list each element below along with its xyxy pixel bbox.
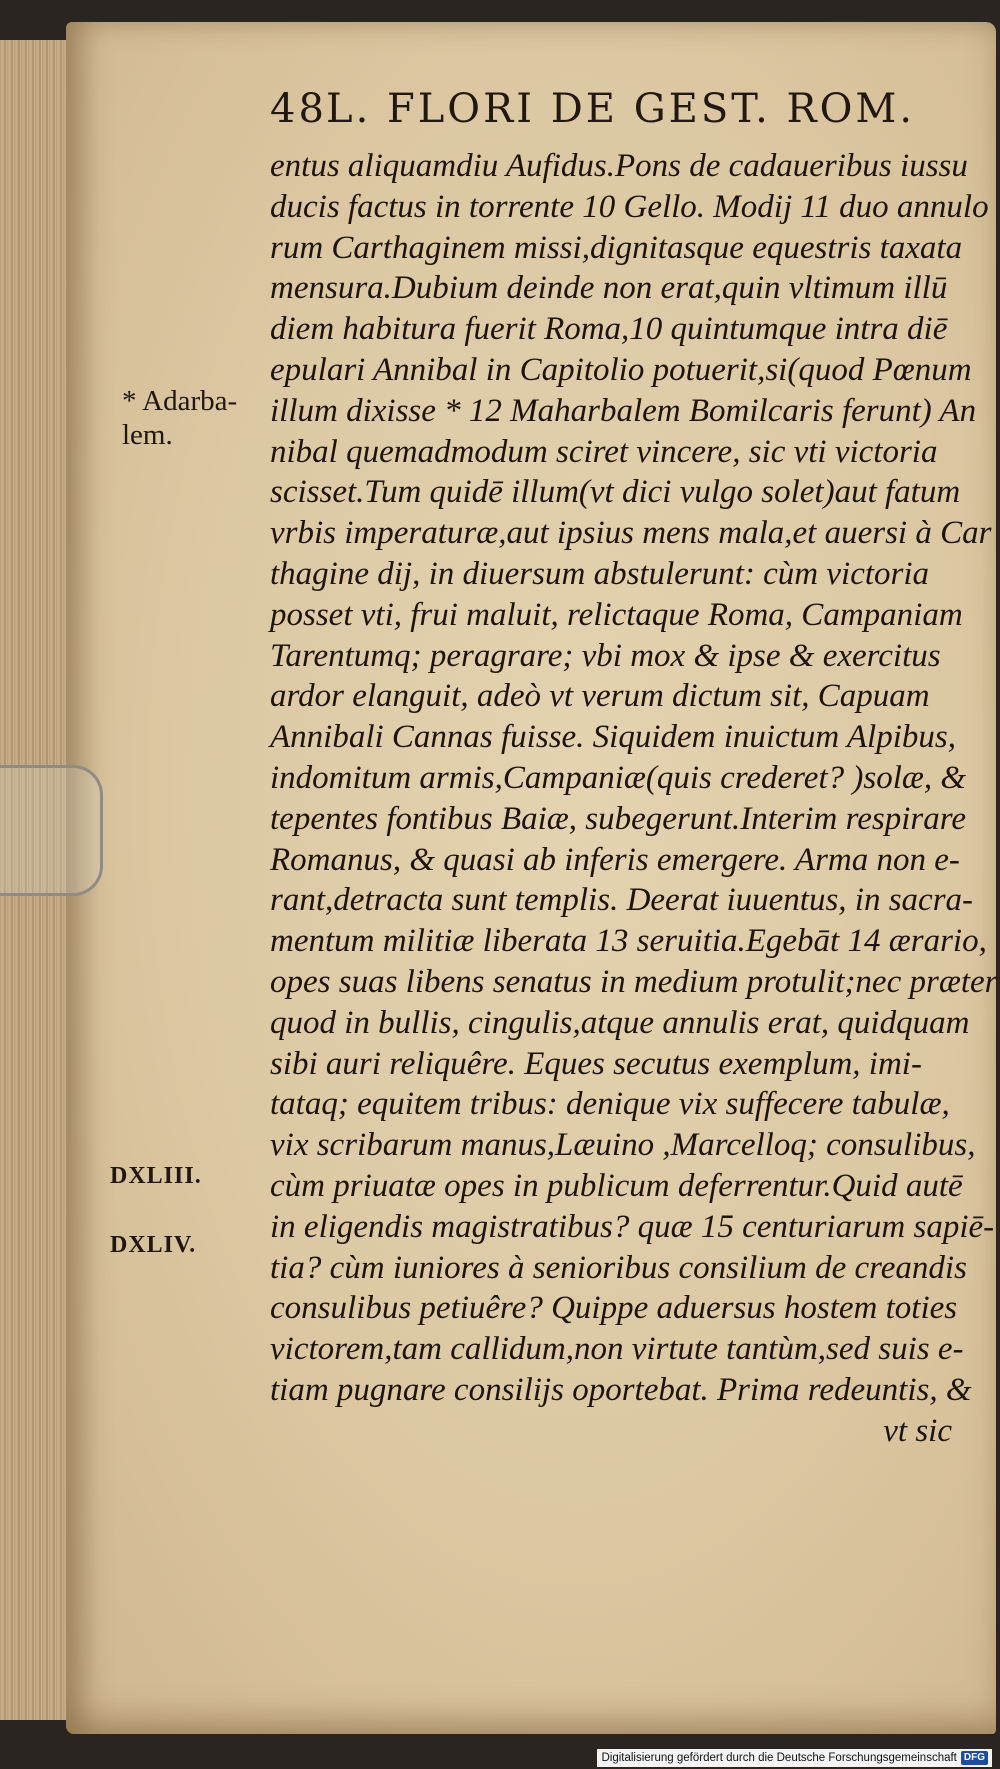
text-line: nibal quemadmodum sciret vincere, sic vti victoria bbox=[270, 433, 938, 470]
text-line: quod in bullis, cingulis,atque annulis erat, quidquam bbox=[270, 1004, 970, 1041]
text-line: diem habitura fuerit Roma,10 quintumque intra diē bbox=[270, 311, 948, 348]
text-line: ducis factus in torrente 10 Gello. Modij 11 duo annulo bbox=[270, 188, 989, 225]
page-clip bbox=[0, 765, 103, 896]
text-line: mentum militiæ liberata 13 seruitia.Egebāt 14 ærario, bbox=[270, 923, 987, 960]
text-line: scisset.Tum quidē illum(vt dici vulgo solet)aut fatum bbox=[270, 474, 961, 511]
text-line: ardor elanguit, adeò vt verum dictum sit, Capuam bbox=[270, 678, 930, 715]
text-line: rum Carthaginem missi,dignitasque equestris taxata bbox=[270, 229, 963, 266]
running-head bbox=[270, 86, 916, 136]
margin-note-line: lem. bbox=[122, 419, 173, 451]
margin-note-adarbal bbox=[122, 384, 262, 452]
text-line: mensura.Dubium deinde non erat,quin vltimum illū bbox=[270, 270, 948, 307]
digitization-footer bbox=[597, 1749, 992, 1767]
text-line: consulibus petiuêre? Quippe aduersus hostem toties bbox=[270, 1290, 958, 1327]
text-line: tepentes fontibus Baiæ, subegerunt.Interim respirare bbox=[270, 800, 966, 837]
running-head-title: L. FLORI DE GEST. ROM. bbox=[326, 86, 916, 132]
body-text bbox=[270, 146, 998, 1452]
text-line: cùm priuatæ opes in publicum deferrentur.Quid autē bbox=[270, 1167, 963, 1204]
footer-text: Digitalisierung gefördert durch die Deutsche Forschungsgemeinschaft bbox=[601, 1752, 957, 1764]
text-line: vix scribarum manus,Læuino ,Marcelloq; consulibus, bbox=[270, 1127, 976, 1164]
text-line: posset vti, frui maluit, relictaque Roma, Campaniam bbox=[270, 596, 963, 633]
text-line: tiam pugnare consilijs oportebat. Prima redeuntis, & bbox=[270, 1371, 972, 1408]
text-line: indomitum armis,Campaniæ(quis crederet? )solæ, & bbox=[270, 759, 967, 796]
text-line: entus aliquamdiu Aufidus.Pons de cadaueribus iussu bbox=[270, 148, 968, 184]
text-line: thagine dij, in diuersum abstulerunt: cùm victoria bbox=[270, 555, 930, 592]
text-line: Romanus, & quasi ab inferis emergere. Arma non e- bbox=[270, 841, 960, 878]
text-line: vrbis imperaturæ,aut ipsius mens mala,et auersi à Car bbox=[270, 515, 992, 552]
margin-note-year: DXLIII. bbox=[110, 1163, 202, 1189]
margin-note-year: DXLIV. bbox=[110, 1232, 197, 1258]
catchword: vt sic bbox=[883, 1412, 952, 1449]
text-line: Tarentumq; peragrare; vbi mox & ipse & exercitus bbox=[270, 637, 941, 674]
text-line: opes suas libens senatus in medium protulit;nec præter bbox=[270, 963, 998, 1000]
text-line: sibi auri reliquêre. Eques secutus exemplum, imi- bbox=[270, 1045, 922, 1082]
dfg-logo: DFG bbox=[961, 1751, 988, 1765]
text-line: tia? cùm iuniores à senioribus consilium de creandis bbox=[270, 1249, 967, 1286]
text-line: rant,detracta sunt templis. Deerat iuuentus, in sacra- bbox=[270, 882, 974, 919]
text-line: illum dixisse * 12 Maharbalem Bomilcaris ferunt) An bbox=[270, 392, 977, 429]
text-line: epulari Annibal in Capitolio potuerit,si(quod Pœnum bbox=[270, 351, 972, 388]
text-line: Annibali Cannas fuisse. Siquidem inuictum Alpibus, bbox=[270, 719, 956, 756]
text-line: tataq; equitem tribus: denique vix suffecere tabulæ, bbox=[270, 1086, 950, 1123]
page-number: 48 bbox=[270, 86, 327, 132]
margin-note-line: * Adarba- bbox=[122, 385, 238, 417]
text-line: victorem,tam callidum,non virtute tantùm,sed suis e- bbox=[270, 1331, 964, 1368]
text-line: in eligendis magistratibus? quæ 15 centuriarum sapiē- bbox=[270, 1208, 995, 1245]
